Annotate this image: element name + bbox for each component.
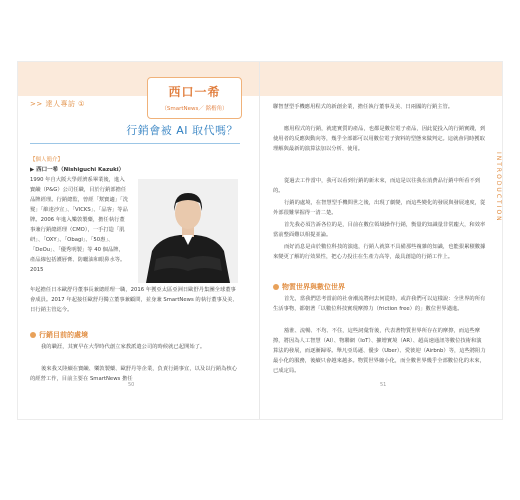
body-paragraph: 豁淮、流暢、不均、不住，這些詞彙背後，代表著物質世界所存在的摩擦，而這些摩擦，將因為人工智慧（AI）、物聯網（IoT）、擴增實境（AR）、超高速通訊等數位技術和演算法的發展，而逐漸歸零。舉凡亞馬遜、優步（Uber）、愛彼迎（Airbnb）等，這些將阻力最小化的服務，後續只會越來越多。物質世界縮小化，而全數世界幾乎全部數位化的未來，已成定局。 [273, 328, 486, 374]
body-paragraph: 應用程式的行銷，就建實質的產品，也都是數位電子產品，因此從投入的行銷實踐，到使用者的反應與動向等，幾乎全部都可以用數位電子資料的型態來做判定。這就會同時獲取理解與最新的演算法加以分析、使用。 [273, 126, 486, 152]
page-number: 51 [380, 382, 387, 388]
profile-name: ▶ 西口一希（Nishiguchi Kazuki） [30, 167, 125, 173]
body-paragraph: 首先，當我們思考當前的社會潮流將何去何從時，或許我們可以這樣說：全世界的所有生活事物，都朝著「以數位科技實現摩擦力（friction free）的」數位世界邁進。 [273, 296, 486, 312]
article-title: 行銷會被 AI 取代嗎？ [126, 124, 238, 137]
interviewee-name-box [147, 77, 242, 119]
sub-heading-worlds [273, 282, 345, 292]
bullet-dot-icon [273, 284, 279, 290]
interviewee-subtitle: （SmartNews／ 銘楷角） [161, 106, 228, 112]
left-page [18, 62, 260, 419]
profile-body: 1990 年自大阪大學經濟系畢業後，進入寶鹼（P&G）公司任職，目於行銷部擔任品牌經理。行銷總監，曾經「幫寶適」「洗髮」「維達沙宣」、「VICKS」、「品客」等品牌。2006 年進入樂敦製藥，擔任執行董事兼行銷總經理（CMO），一手打造「肌研」、「OXY」、「Obagi」、「50惠」、「DeOu」、「優秀明製」等 40 個品牌，產品線包括護唇膏、防曬油和眼鼻水等。2015 [30, 177, 128, 273]
body-paragraph: 行銷的處境，在智慧型手機問世之後，出現了劇變，而這些變化的發展與發展速度，從外部很難掌握得一清二楚。 [273, 200, 486, 216]
sub-heading-text: 行銷目前的處境 [39, 331, 88, 339]
profile-header: 【個人簡介】 [30, 157, 64, 163]
right-page [260, 62, 502, 419]
body-paragraph: 我的職涯，其實早在大學時代創立家教派遣公司的時候就已起開始了。 [41, 344, 206, 350]
body-paragraph: 而好消息是由於數位科技的演進，行銷人就算不具備那些複雜的知識，也能狠累積數據來變更了解的行效果性，把心力投注在生產力高等，最具創造的行銷工作上。 [273, 244, 486, 260]
book-spread [18, 62, 502, 419]
interviewee-name: 西口一希 [168, 85, 221, 99]
page-number: 50 [128, 382, 135, 388]
profile-tail: 年起擔任日本歐舒丹董事長兼總經理一職，2016 年獲亞太區亞洲日歐舒丹集團全球董事會成員。2017 年起接任歐舒丹獨立董事兼顧問，並身兼 SmartNews 的執行董事及美、日行銷主管迄今。 [30, 287, 238, 313]
body-paragraph: 後來我又陸續在寶鹼、樂敦製藥、歐舒丹等企業，負責行銷事宜，以及以行銷為核心的經營工作，目前主要在 SmartNews 擔任 [30, 366, 237, 382]
sub-heading-text: 物質世界與數位世界 [282, 283, 345, 291]
body-paragraph: 從過去工作當中，我可以看到行銷的新未來，而這是以往我在消費品行銷中所看不到的。 [273, 178, 480, 194]
body-paragraph: 聯智慧型手機應用程式的新創企業，擔任執行董事及美、日兩國的行銷主管。 [273, 104, 454, 110]
body-paragraph: 首先我必須告訴各位的是，目前在數位領域操作行銷，衡量的知識量非常龐大，和效率當前整面難以相提並論。 [273, 222, 486, 238]
section-label: >> 達人專訪 ① [30, 100, 85, 108]
side-tab: INTRODUCTION [495, 152, 502, 223]
title-divider [30, 143, 240, 144]
sub-heading-situation [30, 330, 88, 340]
bullet-dot-icon [30, 332, 36, 338]
portrait-photo [138, 179, 238, 283]
